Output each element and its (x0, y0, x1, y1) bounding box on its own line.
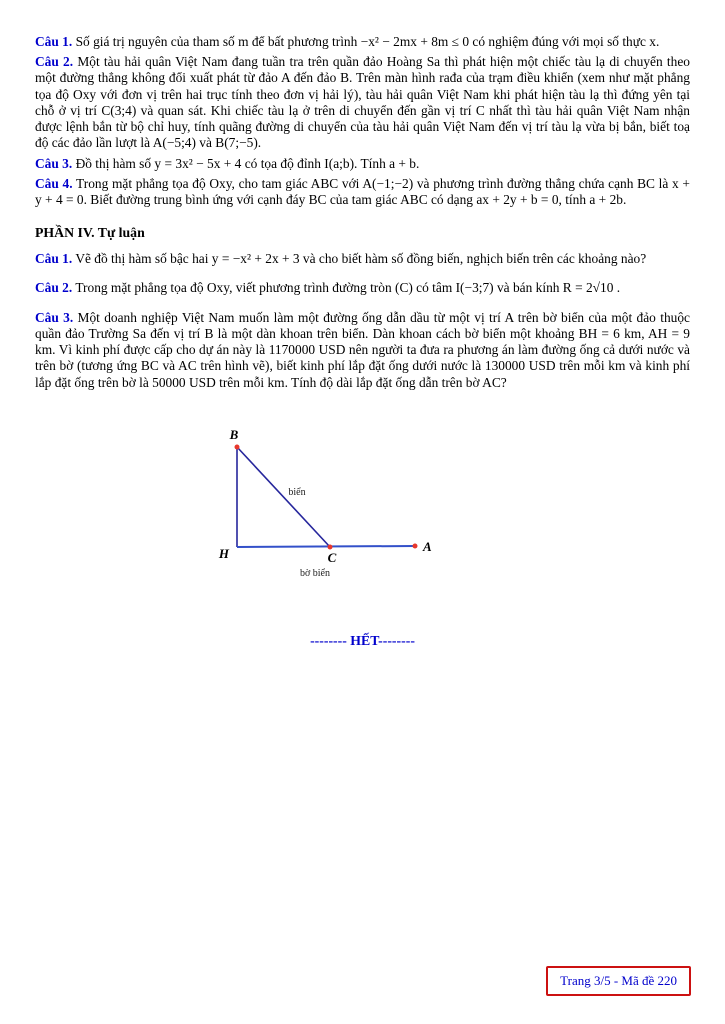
point-C-dot (328, 544, 333, 549)
question-p3-4 (35, 176, 690, 208)
page-number-box (546, 966, 691, 996)
triangle-figure (185, 425, 465, 595)
point-A-dot (413, 543, 418, 548)
question-p4-3 (35, 310, 690, 391)
question-p3-3 (35, 156, 690, 172)
question-p3-1-label: Câu 1. (35, 34, 73, 49)
point-B-dot (235, 444, 240, 449)
question-p3-2-label: Câu 2. (35, 54, 74, 70)
point-H-label: H (218, 545, 229, 561)
question-p3-2 (35, 54, 690, 151)
question-p3-1 (35, 34, 690, 50)
question-p4-1-label: Câu 1. (35, 251, 73, 267)
question-p4-3-label: Câu 3. (35, 309, 74, 325)
question-p4-1 (35, 251, 690, 267)
end-marker: -------- HẾT-------- (310, 632, 415, 648)
sea-label: biển (288, 486, 306, 498)
question-p3-3-label: Câu 3. (35, 155, 73, 171)
segment-BC (237, 447, 330, 547)
question-p3-4-text: Trong mặt phẳng tọa độ Oxy, cho tam giác ABC với A(−1;−2) và phương trình đường thẳng chứa cạnh BC là x + y + 4 = 0. Biết đường trung bình ứng với cạnh đáy BC của tam giác ABC có dạng ax + 2y + b = 0, tính a + 2b. (35, 175, 690, 207)
point-A-label: A (423, 538, 432, 554)
question-p4-2 (35, 280, 690, 296)
section-title-part4: PHẦN IV. Tự luận (35, 225, 145, 241)
question-p4-2-label: Câu 2. (35, 280, 73, 296)
point-B-label: B (229, 426, 239, 442)
question-p3-3-text: Đồ thị hàm số y = 3x² − 5x + 4 có tọa độ đỉnh I(a;b). Tính a + b. (75, 155, 420, 171)
question-p4-1-text: Vẽ đồ thị hàm số bậc hai y = −x² + 2x + 3 và cho biết hàm số đồng biến, nghịch biến trên các khoảng nào? (75, 251, 647, 267)
question-p4-3-text: Một doanh nghiệp Việt Nam muốn làm một đường ống dẫn dầu từ một vị trí A trên bờ biển của một đảo thuộc quần đảo Trường Sa đến vị trí B là một dàn khoan trên biển. Dàn khoan cách bờ biển một khoảng BH = 6 km, AH = 9 km. Vì kinh phí được cấp cho dự án này là 1170000 USD nên người ta đưa ra phương án làm đường ống cả dưới nước và trên bờ (tương ứng BC và AC trên hình vẽ), biết kinh phí lắp đặt ống dưới nước là 130000 USD trên mỗi km và kinh phí lắp đặt ống trên bờ là 50000 USD trên mỗi km. Tính độ dài lắp đặt ống dẫn trên bờ AC? (35, 309, 690, 390)
shore-label: bờ biển (299, 567, 331, 579)
question-p4-2-text: Trong mặt phẳng tọa độ Oxy, viết phương trình đường tròn (C) có tâm I(−3;7) và bán kính R = 2√10 . (75, 280, 621, 296)
question-p3-1-text: Số giá trị nguyên của tham số m để bất phương trình −x² − 2mx + 8m ≤ 0 có nghiệm đúng với mọi số thực x. (75, 34, 660, 49)
question-p3-4-label: Câu 4. (35, 175, 73, 191)
question-p3-2-text: Một tàu hải quân Việt Nam đang tuần tra trên quần đảo Hoàng Sa thì phát hiện một chiếc tàu lạ di chuyển theo một đường thẳng không đổi xuất phát từ đảo A đến đảo B. Trên màn hình rađa của trạm điều khiển (xem như mặt phẳng tọa độ Oxy với đơn vị trên hai trục tính theo đơn vị hải lý), tàu hải quân Việt Nam khi phát hiện tàu lạ thì đứng yên tại chỗ ở vị trí C(3;4) và quan sát. Khi chiếc tàu lạ ở trên di chuyển đến gần vị trí C nhất thì tàu hải quân Việt Nam nhận được lệnh bắn từ bộ chỉ huy, tính quãng đường di chuyển của tàu hải quân Việt Nam đến vị trí tàu lạ vừa bị bắn, biết toạ độ các đảo lần lượt là A(−5;4) và B(7;−5). (35, 54, 690, 151)
triangle-figure-svg (185, 425, 465, 590)
page-number-text: Trang 3/5 - Mã đề 220 (560, 973, 677, 988)
point-C-label: C (327, 549, 337, 565)
segment-HA-shoreline (237, 546, 415, 547)
